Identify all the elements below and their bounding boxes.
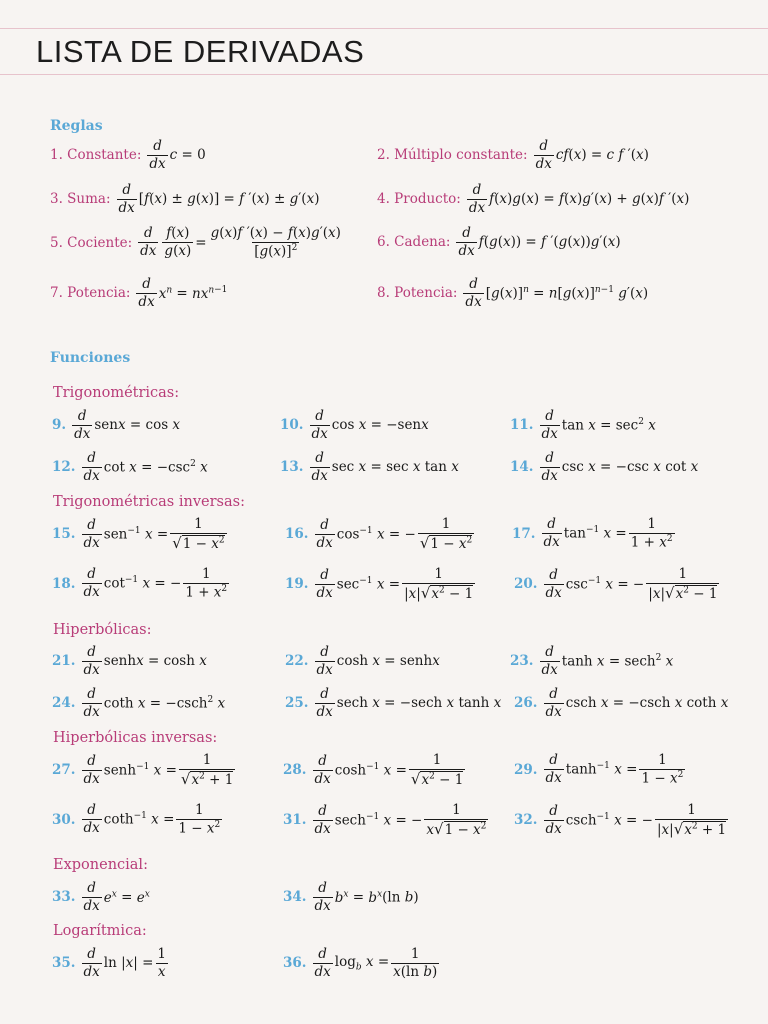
formula-number: 34. [283, 889, 307, 906]
formula-36: 36. $\frac{d}{dx}$ $\log_b x$ = $\frac{1}{\text{x(ln b)}}$ [283, 946, 438, 980]
formula-14: 14. $\frac{d}{dx}$ csc x = −csc x cot x [510, 450, 699, 484]
formula-18: 18. $\frac{d}{dx}$ $\cot^{-1} x$ = − $\frac{1}{1 + x^2}$ [52, 566, 228, 601]
formula-number: 19. [285, 576, 309, 593]
formula-17: 17. $\frac{d}{dx}$ $\tan^{-1} x$ = $\frac{1}{1 + x^2}$ [512, 516, 673, 551]
formula-number: 25. [285, 695, 309, 712]
subsection-hyp-inv: Hiperbólicas inversas: [53, 730, 218, 746]
title-rule [0, 74, 768, 75]
formula-28: 28. $\frac{d}{dx}$ $\cosh^{-1} x$ = $\frac{1}{√x^2 - 1}$ [283, 752, 464, 788]
formula-number: 31. [283, 812, 307, 829]
formula-21: 21. $\frac{d}{dx}$ senhx = cosh x [52, 644, 207, 678]
page-title: LISTA DE DERIVADAS [36, 34, 365, 69]
formula-32: 32. $\frac{d}{dx}$ csch$^{-1}$ x = − $\frac{1}{|x|√x^2 + 1}$ [514, 802, 727, 838]
formula-number: 14. [510, 459, 534, 476]
subsection-log: Logarítmica: [53, 923, 147, 939]
formula-number: 12. [52, 459, 76, 476]
rule-suma: 3. Suma: $\frac{d}{dx}$ [f(x) ± g(x)] = f ′(x) ± g′(x) [50, 182, 320, 216]
formula-11: 11. $\frac{d}{dx}$ $\tan x = \sec^2 x$ [510, 408, 656, 442]
formula-number: 17. [512, 525, 536, 542]
formula-9: 9. $\frac{d}{dx}$ senx = cos x [52, 408, 181, 442]
rule-potencia: 7. Potencia: $\frac{d}{dx}$ $x^n = nx^{n-1}$ [50, 276, 228, 310]
formula-20: 20. $\frac{d}{dx}$ $\csc^{-1} x$ = − $\frac{1}{|x|√x^2 - 1}$ [514, 566, 718, 602]
formula-26: 26. $\frac{d}{dx}$ csch x = −csch x coth x [514, 686, 729, 720]
formula-24: 24. $\frac{d}{dx}$ coth x = −csch$^2$ x [52, 686, 226, 720]
subsection-hyp: Hiperbólicas: [53, 622, 152, 638]
formula-number: 18. [52, 575, 76, 592]
formula-23: 23. $\frac{d}{dx}$ tanh x = sech$^2$ x [510, 644, 674, 678]
formula-number: 10. [280, 417, 304, 434]
subsection-trig: Trigonométricas: [53, 385, 180, 401]
formula-33: 33. $\frac{d}{dx}$ $e^x = e^x$ [52, 880, 150, 914]
formula-number: 15. [52, 526, 76, 543]
formula-number: 26. [514, 695, 538, 712]
formula-number: 11. [510, 417, 534, 434]
formula-27: 27. $\frac{d}{dx}$ senh$^{-1}$ x = $\frac{1}{√x^2 + 1}$ [52, 752, 234, 788]
formula-number: 33. [52, 889, 76, 906]
formula-number: 32. [514, 812, 538, 829]
subsection-trig-inv: Trigonométricas inversas: [53, 494, 245, 510]
formula-31: 31. $\frac{d}{dx}$ sech$^{-1}$ x = − $\frac{1}{x√1 - x^2}$ [283, 802, 487, 838]
section-funciones: Funciones [50, 350, 131, 366]
rule-potencia-general: 8. Potencia: $\frac{d}{dx}$ $[g(x)]^n = n[g(x)]^{n-1}$ g′(x) [377, 276, 649, 310]
rule-cociente: 5. Cociente: $\frac{d}{dx}$ $\frac{f(x)}{g(x)}$ = $\frac{g(x)f '(x) - f(x)g'(x)}{[g(x)]^2}$ [50, 225, 341, 260]
formula-number: 22. [285, 653, 309, 670]
formula-number: 21. [52, 653, 76, 670]
formula-34: 34. $\frac{d}{dx}$ $b^x = b^x(\ln$ b) [283, 880, 419, 914]
formula-number: 16. [285, 526, 309, 543]
formula-number: 23. [510, 653, 534, 670]
formula-number: 20. [514, 576, 538, 593]
formula-15: 15. $\frac{d}{dx}$ sen$^{-1}$ x = $\frac{1}{√1 - x^2}$ [52, 516, 225, 552]
formula-number: 29. [514, 761, 538, 778]
formula-29: 29. $\frac{d}{dx}$ $\tanh^{-1} x$ = $\frac{1}{1 - x^2}$ [514, 752, 684, 787]
rule-cadena: 6. Cadena: $\frac{d}{dx}$ f(g(x)) = f ′(g(x))g′(x) [377, 225, 621, 259]
formula-number: 27. [52, 762, 76, 779]
formula-number: 28. [283, 762, 307, 779]
formula-35: 35. $\frac{d}{dx}$ ln |x| = $\frac{1}{x}$ [52, 946, 166, 980]
section-reglas: Reglas [50, 118, 103, 134]
formula-30: 30. $\frac{d}{dx}$ coth$^{-1}$ x = $\frac{1}{1 - x^2}$ [52, 802, 221, 837]
subsection-exp: Exponencial: [53, 857, 148, 873]
formula-13: 13. $\frac{d}{dx}$ sec x = sec x tan x [280, 450, 459, 484]
rule-multiplo: 2. Múltiplo constante: $\frac{d}{dx}$ cf(x) = c f ′(x) [377, 138, 649, 172]
top-rule [0, 28, 768, 29]
rule-producto: 4. Producto: $\frac{d}{dx}$ f(x)g(x) = f(x)g′(x) + g(x)f ′(x) [377, 182, 690, 216]
formula-19: 19. $\frac{d}{dx}$ $\sec^{-1} x$ = $\frac{1}{|x|√x^2 - 1}$ [285, 566, 474, 602]
formula-22: 22. $\frac{d}{dx}$ cosh x = senhx [285, 644, 440, 678]
rule-constante: 1. Constante: $\frac{d}{dx}$ c = 0 [50, 138, 206, 172]
formula-number: 35. [52, 955, 76, 972]
formula-25: 25. $\frac{d}{dx}$ sech x = −sech x tanh x [285, 686, 502, 720]
formula-10: 10. $\frac{d}{dx}$ cos x = −senx [280, 408, 429, 442]
formula-12: 12. $\frac{d}{dx}$ $\cot x = -\csc^2$ x [52, 450, 208, 484]
formula-16: 16. $\frac{d}{dx}$ $\cos^{-1} x$ = − $\frac{1}{√1 - x^2}$ [285, 516, 473, 552]
formula-number: 13. [280, 459, 304, 476]
formula-number: 9. [52, 417, 67, 434]
formula-number: 30. [52, 811, 76, 828]
formula-number: 36. [283, 955, 307, 972]
formula-number: 24. [52, 695, 76, 712]
